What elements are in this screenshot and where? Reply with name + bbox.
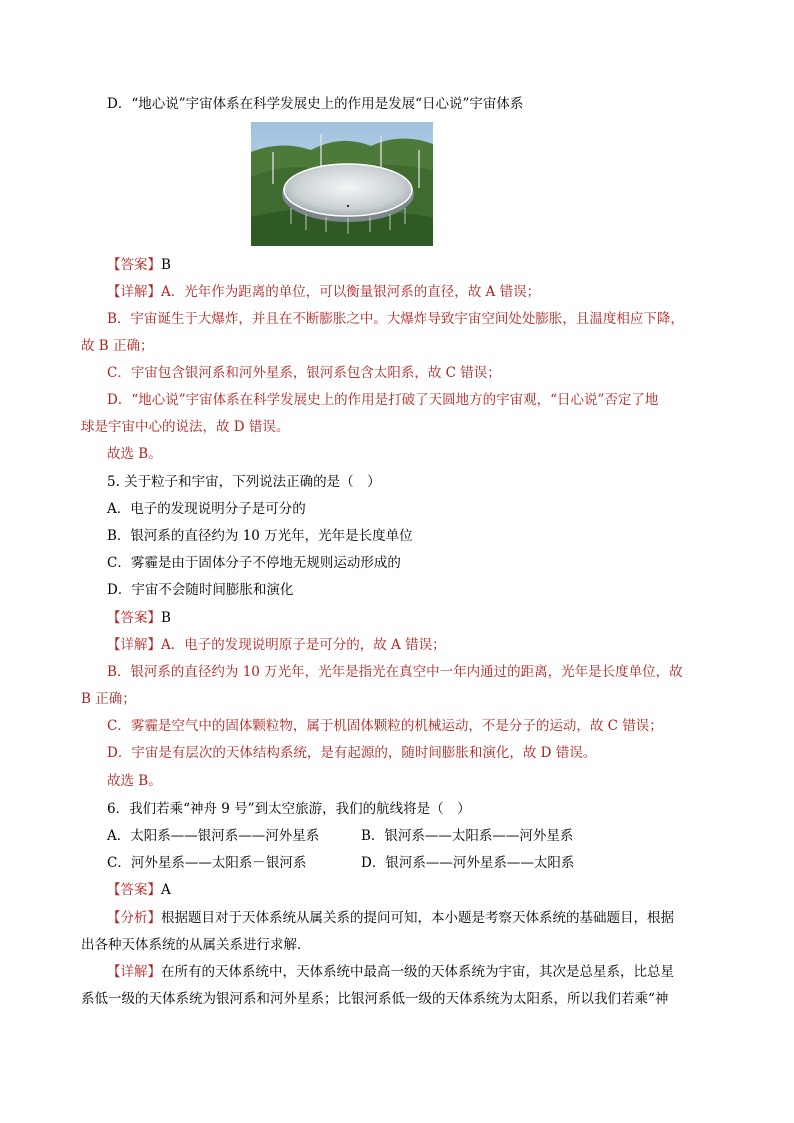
q6-analysis-2: 出各种天体系统的从属关系进行求解．: [81, 937, 311, 953]
q5-detail-c: C．雾霾是空气中的固体颗粒物，属于机固体颗粒的机械运动，不是分子的运动，故 C 错误；: [107, 718, 663, 734]
q6-detail-2: 系低一级的天体系统为银河系和河外星系；比银河系低一级的天体系统为太阳系，所以我们若乘“神: [81, 991, 669, 1007]
detail-text: A．光年作为距离的单位，可以衡量银河系的直径，故 A 错误；: [161, 284, 541, 300]
q5-stem: 5. 关于粒子和宇宙，下列说法正确的是（ ）: [107, 474, 381, 490]
answer-value: B: [161, 257, 171, 273]
detail-text: 在所有的天体系统中，天体系统中最高一级的天体系统为宇宙，其次是总星系，比总星: [161, 964, 674, 980]
q6-option-b: B．银河系——太阳系——河外星系: [361, 828, 574, 844]
answer-value: B: [161, 610, 171, 626]
q4-detail-d-2: 球是宇宙中心的说法，故 D 错误。: [81, 419, 290, 435]
q6-detail-1: [107, 962, 747, 982]
detail-tag: 【详解】: [107, 964, 161, 980]
q4-detail-c: C．宇宙包含银河系和河外星系，银河系包含太阳系，故 C 错误；: [107, 365, 501, 381]
q5-option-a: A．电子的发现说明分子是可分的: [107, 501, 306, 517]
detail-tag: 【详解】: [107, 284, 161, 300]
detail-text: A．电子的发现说明原子是可分的，故 A 错误；: [161, 637, 446, 653]
answer-tag: 【答案】: [107, 257, 161, 273]
q5-choose: 故选 B。: [107, 773, 162, 789]
q6-analysis-1: [107, 908, 747, 928]
q6-answer: [107, 880, 747, 900]
q5-option-b: B．银河系的直径约为 10 万光年，光年是长度单位: [107, 528, 413, 544]
q4-detail-b-1: B．宇宙诞生于大爆炸，并且在不断膨胀之中。大爆炸导致宇宙空间处处膨胀，且温度相应下降，: [107, 311, 684, 327]
q5-answer: [107, 608, 747, 628]
answer-tag: 【答案】: [107, 882, 161, 898]
q4-option-d: D．“地心说”宇宙体系在科学发展史上的作用是发展“日心说”宇宙体系: [107, 96, 524, 112]
q4-detail-b-2: 故 B 正确；: [81, 338, 154, 354]
q4-choose: 故选 B。: [107, 446, 162, 462]
q6-stem: 6．我们若乘“神舟 9 号”到太空旅游，我们的航线将是（ ）: [107, 801, 471, 817]
q5-detail-a: [107, 635, 747, 655]
q6-options-row-1: [107, 826, 747, 846]
q4-detail-d-1: D．“地心说”宇宙体系在科学发展史上的作用是打破了天圆地方的宇宙观，“日心说”否定了地: [107, 392, 659, 408]
q4-detail-a: [107, 282, 747, 302]
answer-value: A: [161, 882, 171, 898]
q6-option-d: D．银河系——河外星系——太阳系: [361, 855, 575, 871]
analysis-tag: 【分析】: [107, 910, 161, 926]
q6-options-row-2: [107, 853, 747, 873]
detail-tag: 【详解】: [107, 637, 161, 653]
q5-option-c: C．雾霾是由于固体分子不停地无规则运动形成的: [107, 555, 401, 571]
q6-option-c: C．河外星系——太阳系－银河系: [107, 855, 307, 871]
q6-option-a: A．太阳系——银河系——河外星系: [107, 828, 320, 844]
q5-detail-b-1: B．银河系的直径约为 10 万光年，光年是指光在真空中一年内通过的距离，光年是长度单位，故: [107, 664, 683, 680]
analysis-text: 根据题目对于天体系统从属关系的提问可知，本小题是考察天体系统的基础题目，根据: [161, 910, 674, 926]
q5-detail-b-2: B 正确；: [81, 691, 136, 707]
q5-option-d: D．宇宙不会随时间膨胀和演化: [107, 582, 294, 598]
radio-telescope-photo: [251, 122, 433, 246]
q4-answer: [107, 255, 747, 275]
q5-detail-d: D．宇宙是有层次的天体结构系统，是有起源的，随时间膨胀和演化，故 D 错误。: [107, 745, 597, 761]
answer-tag: 【答案】: [107, 610, 161, 626]
